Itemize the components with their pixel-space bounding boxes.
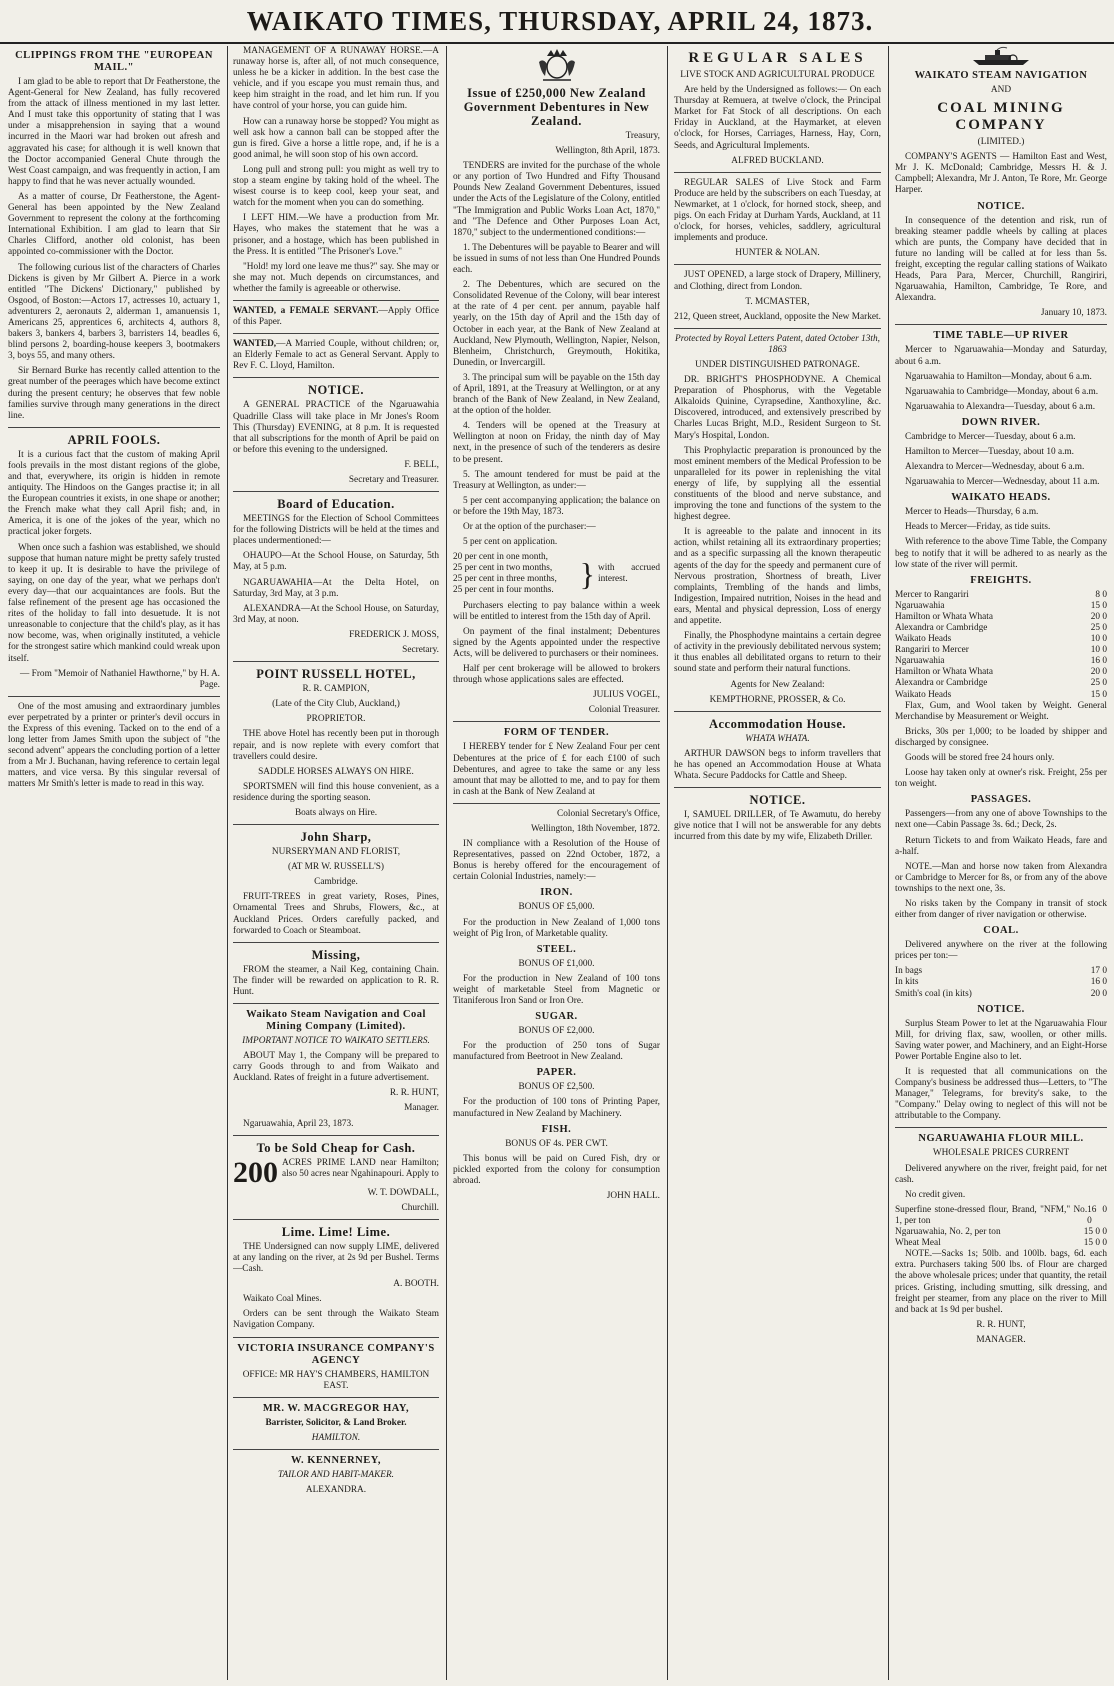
condition: On payment of the final instalment; Debentures signed by the Agents appointed under the respective Acts, will be delivered to purchasers or their nominees. xyxy=(453,626,660,659)
lime-line: Orders can be sent through the Waikato Steam Navigation Company. xyxy=(233,1309,439,1331)
timetable-row: Mercer to Heads—Thursday, 6 a.m. xyxy=(905,507,1039,518)
steam-sub: IMPORTANT NOTICE TO WAIKATO SETTLERS. xyxy=(242,1036,430,1046)
board-line: OHAUPO—At the School House, on Saturday, 5th May, at 5 p.m. xyxy=(233,551,439,573)
freight-row-price: 10 0 xyxy=(1090,634,1107,645)
passages-body: NOTE.—Man and horse now taken from Alexandra or Cambridge to Mercer for 8s, or from any of the above townships to the next one, 3s. xyxy=(895,861,1107,894)
timetable-row: Hamilton to Mercer—Tuesday, about 10 a.m. xyxy=(905,446,1074,457)
notice-body: It is requested that all communications on the Company's business be addressed thus—Letters, to "The Manager," Telegrams, for brevity's sake, to the "Company." Delay owing to neglect of this will not be attributable to the Company. xyxy=(895,1067,1107,1122)
condition: Half per cent brokerage will be allowed to brokers through whose applications sales are effected. xyxy=(453,664,660,686)
patent-body: This Prophylactic preparation is pronounced by the most eminent members of the Medical Profession to be unparalleled for its power in replenishing the vital energy of life, by supplying all the essential constituents of the blood and nerve substance, and improving the tone and functions of the system to the highest degree. xyxy=(674,445,881,523)
coal-body: Delivered anywhere on the river at the following prices per ton:— xyxy=(895,940,1107,962)
article-signature: — From "Memoir of Nathaniel Hawthorne," by H. A. Page. xyxy=(20,668,220,690)
divider xyxy=(233,1003,439,1004)
steam-heading: Waikato Steam Navigation and Coal Mining Company (Limited). xyxy=(246,1009,426,1032)
bonus-body: For the production in New Zealand of 1,000 tons weight of Pig Iron, of Marketable quality. xyxy=(453,917,660,939)
patent-heading: Protected by Royal Letters Patent, dated October 13th, 1863 xyxy=(675,333,880,355)
passages-heading: PASSAGES. xyxy=(970,794,1032,806)
bonus-amount: BONUS OF £1,000. xyxy=(518,958,595,969)
clippings-heading: CLIPPINGS FROM THE "EUROPEAN MAIL." xyxy=(15,50,213,73)
condition: 4. Tenders will be opened at the Treasury at Wellington at noon on Friday, the ninth day of May next, in the presence of such of the tenderers as desire to be present. xyxy=(453,421,660,465)
brace: } xyxy=(579,556,595,593)
freight-row-label: Mercer to Rangariri xyxy=(895,589,969,600)
ad-body: —A Married Couple, without children; or, an Elderly Female to act as General Servant. Apply to Rev F. C. Lloyd, Hamilton. xyxy=(233,339,439,372)
coal-row-label: In bags xyxy=(895,966,923,977)
divider xyxy=(674,328,881,329)
passages-body: Passengers—from any one of above Townships to the next one—Cabin Passage 3s. 6d.; Deck, 2s. xyxy=(895,809,1107,831)
freight-list xyxy=(895,590,1107,701)
just-opened-body: JUST OPENED, a large stock of Drapery, Millinery, and Clothing, direct from London. xyxy=(674,270,881,292)
passages-body: Return Tickets to and from Waikato Heads, fare and a-half. xyxy=(895,835,1107,857)
patent-body: DR. BRIGHT'S PHOSPHODYNE. A Chemical Preparation of Phosphorus, with the Vegetable Alkaloids Quinine, Cyrapsedine, Xanthoxyline, &c. Discovered, introduced, and extensively prescribed by Charles Lucas Bright, M.D., Resident Surgeon to St. Mary's Hospital, London. xyxy=(674,375,881,441)
article-paragraph: When once such a fashion was established, we should suppose that human nature might be pretty safely trusted to keep it up. It is desirable to have the privilege of saying, on one day of the year, what we perhaps don't every day—that our acquaintances are fools. But the false refinement of the present age has occasioned the rites of the holiday to fall into desuetude. It is not unreasonable to conjecture that the child's play, as it has now become, was, when originally instituted, a vehicle for the strongest satire which mankind could wreak upon itself. xyxy=(8,542,220,664)
mill-sub: WHOLESALE PRICES CURRENT xyxy=(932,1148,1070,1159)
missing-body: FROM the steamer, a Nail Keg, containing Chain. The finder will be rewarded on application to R. R. Hunt. xyxy=(233,964,439,997)
ad-body: —Apply Office of this Paper. xyxy=(233,305,439,328)
masthead xyxy=(0,0,1114,44)
divider xyxy=(233,333,439,334)
lime-body: THE Undersigned can now supply LIME, delivered at any landing on the river, at 2s 9d per Bushel. Terms—Cash. xyxy=(233,1241,439,1275)
bonus-heading: PAPER. xyxy=(536,1067,577,1079)
ad-heading: WANTED, xyxy=(233,339,277,350)
coal-row xyxy=(895,989,1107,1000)
bonus-intro: IN compliance with a Resolution of the House of Representatives, passed on 22nd October, 1872, a Bonus is hereby offered for the encouragement of certain Colonial Industries, namely:— xyxy=(453,839,660,883)
victoria-sub: OFFICE: MR HAY'S CHAMBERS, HAMILTON EAST. xyxy=(242,1369,430,1391)
mill-row-price: 15 0 0 xyxy=(1083,1227,1107,1238)
freight-note: Loose hay taken only at owner's risk. Freight, 25s per ton weight. xyxy=(895,768,1107,790)
april-fools-heading: APRIL FOOLS. xyxy=(67,432,161,447)
hotel-line: Boats always on Hire. xyxy=(294,807,378,818)
timetable-row: Ngaruawahia to Alexandra—Tuesday, about 6 a.m. xyxy=(905,401,1096,412)
instalment-block xyxy=(453,552,660,596)
divider xyxy=(895,1127,1107,1128)
divider xyxy=(674,711,881,712)
freight-row-price: 25 0 xyxy=(1090,623,1107,633)
sharp-sub: (AT MR W. RUSSELL'S) xyxy=(287,862,385,873)
bonus-amount: BONUS OF 4s. PER CWT. xyxy=(505,1138,608,1149)
instalment-note: with accrued interest. xyxy=(598,563,660,585)
bonus-body: For the production of 250 tons of Sugar manufactured from Beetroot in New Zealand. xyxy=(453,1041,660,1063)
article-paragraph: Sir Bernard Burke has recently called attention to the great number of the peerages which have become extinct during the present century; he observes that few noble families survive through many generations in the direct line. xyxy=(8,366,220,421)
freight-row-price: 15 0 xyxy=(1090,689,1107,700)
signature: ALFRED BUCKLAND. xyxy=(731,155,824,166)
notice-body: Surplus Steam Power to let at the Ngaruawahia Flour Mill, for driving flax, saw, woollen, or other mills. Saving water power, and Machinery, and an Eight-Horse Power Portable Engine also to let. xyxy=(895,1018,1107,1062)
dateline-place: Colonial Secretary's Office, xyxy=(557,808,660,819)
column-2 xyxy=(233,46,439,1676)
hotel-proprietor: PROPRIETOR. xyxy=(306,714,366,725)
freight-row xyxy=(895,656,1107,667)
hotel-line: SADDLE HORSES ALWAYS ON HIRE. xyxy=(258,766,414,777)
divider xyxy=(233,377,439,378)
bonus-body: This bonus will be paid on Cured Fish, dry or pickled exported from the colony for consumption abroad. xyxy=(453,1153,660,1186)
heads-heading: WAIKATO HEADS. xyxy=(951,492,1051,504)
freight-row-label: Ngaruawahia xyxy=(895,656,945,667)
timetable-row: Mercer to Ngaruawahia—Monday and Saturday, about 6 a.m. xyxy=(895,345,1107,367)
divider xyxy=(233,1449,439,1450)
freight-row-label: Alexandra or Cambridge xyxy=(895,623,988,633)
divider xyxy=(233,491,439,492)
sharp-sub: NURSERYMAN AND FLORIST, xyxy=(271,847,401,858)
article-paragraph: Long pull and strong pull: you might as well try to stop a steam engine by taking hold of the wheel. The wisest course is to keep cool, keep your seat, and watch for the moment when you can do something. xyxy=(233,164,439,209)
mill-note: NOTE.—Sacks 1s; 50lb. and 100lb. bags, 6d. each extra. Purchasers taking 500 lbs. of Flour are charged the above wholesale prices; under that quantity, the retail prices. Gristing, including smutting, silk dressing, and freight per steamer, from any place on the river to Mill and back at 1s 9d per bushel. xyxy=(895,1249,1107,1315)
divider xyxy=(453,721,660,722)
dateline: Ngaruawahia, April 23, 1873. xyxy=(243,1118,354,1129)
article-paragraph: The following curious list of the characters of Charles Dickens is given by Mr Gilbert A. Pierce in a work entitled "The Dickens' Dictionary," published by Osgood, of Boston:—Actors 17, actresses 10, actuary 1, adventurers 2, aeronauts 2, alderman 1, amanuensis 1, Americans 25, apprentices 6, architects 4, authors 8, bakers 3, bankers 4, barbers 3, barristers 14, beadles 6, blind persons 2, boarding-house keepers 3, bootmakers 3, boys 55, and many others. xyxy=(8,262,220,362)
dateline: Wellington, 8th April, 1873. xyxy=(555,146,660,157)
form-heading: FORM OF TENDER. xyxy=(503,727,610,739)
freight-row xyxy=(895,623,1107,634)
freight-row-price: 8 0 xyxy=(1095,589,1107,600)
kennerney-sub: TAILOR AND HABIT-MAKER. xyxy=(278,1469,394,1480)
bonus-amount: BONUS OF £5,000. xyxy=(518,902,595,913)
hotel-owner-note: (Late of the City Club, Auckland,) xyxy=(272,699,400,710)
column-rule xyxy=(227,46,228,1680)
freight-row-label: Rangariri to Mercer xyxy=(895,645,969,656)
divider xyxy=(895,324,1107,325)
patent-body: Finally, the Phosphodyne maintains a certain degree of activity in the previously debilitated nervous system; it thus enables all debilitated organs to return to their sound state and perform their natural functions. xyxy=(674,631,881,675)
missing-heading: Missing, xyxy=(311,947,361,962)
company-heading-2: COAL MINING COMPANY xyxy=(937,100,1065,134)
notice-heading: NOTICE. xyxy=(749,793,806,808)
article-paragraph: I LEFT HIM.—We have a production from Mr. Hayes, who makes the statement that he was a prisoner, and a hostage, which has been published in the Press. It is entitled "The Prisoner's Love." xyxy=(233,213,439,257)
signature: JOHN HALL. xyxy=(606,1191,660,1202)
article-paragraph: How can a runaway horse be stopped? You might as well ask how a cannon ball can be stopped after the gun is fired. Give a horse a little rope, and, if he is a good animal, he will soon stop of his own accord. xyxy=(233,116,439,160)
regular-sales-sub: LIVE STOCK AND AGRICULTURAL PRODUCE xyxy=(680,70,875,80)
down-river-heading: DOWN RIVER. xyxy=(961,416,1041,428)
company-and: AND xyxy=(990,85,1012,95)
ad-heading: WANTED, a FEMALE SERVANT. xyxy=(233,305,379,316)
signature-title: Secretary. xyxy=(402,645,439,656)
notice-body: In consequence of the detention and risk, run of breaking steamer paddle wheels by calling at places which are punts, the Company have decided that in future no landing will be called at for less than 5s. freight, excepting the regular calling stations of Waikato Heads, Para Para, Mercer, Churchill, Rangiriri, Ngaruawahia, Hamilton, Cambridge, Te Rore, and Alexandra. xyxy=(895,215,1107,304)
victoria-heading: VICTORIA INSURANCE COMPANY'S AGENCY xyxy=(237,1342,435,1366)
passages-body: No risks taken by the Company in transit of stock either from danger of river navigation or otherwise. xyxy=(895,898,1107,921)
macgregor-place: HAMILTON. xyxy=(311,1432,361,1443)
condition: Purchasers electing to pay balance within a week will be entitled to interest from the 15th day of April. xyxy=(453,600,660,622)
accommodation-sub: WHATA WHATA. xyxy=(745,733,810,744)
mill-row xyxy=(895,1227,1107,1238)
coal-row xyxy=(895,977,1107,988)
timetable-row: Ngaruawahia to Mercer—Wednesday, about 11 a.m. xyxy=(905,477,1100,488)
freight-row-price: 16 0 xyxy=(1090,656,1107,667)
column-5 xyxy=(895,46,1107,1676)
column-1 xyxy=(8,46,220,1676)
board-line: ALEXANDRA—At the School House, on Saturday, 3rd May, at noon. xyxy=(233,603,439,625)
form-body: I HEREBY tender for £ New Zealand Four per cent Debentures at the price of £ for each £100 of such Debentures, and agree to take the same or any less amount that may be allotted to me, and to pay for them in cash at the Bank of New Zealand at xyxy=(453,742,660,797)
column-3 xyxy=(453,46,660,1676)
company-limited: (LIMITED.) xyxy=(977,137,1025,148)
divider xyxy=(233,1397,439,1398)
divider xyxy=(233,1135,439,1136)
coal-row-price: 20 0 xyxy=(1090,988,1107,999)
regular-sales-body: Are held by the Undersigned as follows:— On each Thursday at Remuera, at twelve o'clock, the Principal Market for Fat Stock of all descriptions. On each Friday in Auckland, at the Haymarket, at eleven o'clock, for Horses, Carriages, Harness, Hay, Corn, Seeds, and Agricultural Implements. xyxy=(674,85,881,151)
regular-sales-body: REGULAR SALES of Live Stock and Farm Produce are held by the subscribers on each Tuesday, at Newmarket, at 1 o'clock, for horned stock, sheep, and pigs. On each Friday at Durham Yards, Auckland, at 11 o'clock, for horses, vehicles, saddlery, agricultural implements and produce. xyxy=(674,177,881,244)
royal-crest-icon xyxy=(535,48,579,82)
timetable-note: With reference to the above Time Table, the Company beg to notify that it will be adhered to as nearly as the low state of the river will permit. xyxy=(895,537,1107,570)
bonus-amount: BONUS OF £2,500. xyxy=(518,1082,595,1093)
notice-heading: NOTICE. xyxy=(977,200,1025,212)
freight-row xyxy=(895,678,1107,689)
signature-title: Secretary and Treasurer. xyxy=(348,475,439,485)
article-paragraph: MANAGEMENT OF A RUNAWAY HORSE.—A runaway horse is, after all, of not much consequence, unless he be a kicker in addition. In the best case the vehicle, and if you escape you must remain thus, and keep him straight in the road, and let him run. If you have control of your horse, you can guide him. xyxy=(233,46,439,112)
mill-row-label: Superfine stone-dressed flour, Brand, "NFM," No. 1, per ton xyxy=(895,1204,1088,1226)
freight-note: Flax, Gum, and Wool taken by Weight. General Merchandise by Measurement or Weight. xyxy=(895,700,1107,722)
board-line: NGARUAWAHIA—At the Delta Hotel, on Saturday, 3rd May, at 3 p.m. xyxy=(233,577,439,599)
freight-row xyxy=(895,667,1107,678)
instalment: 25 per cent in three months, xyxy=(453,574,557,585)
coal-row-label: Smith's coal (in kits) xyxy=(895,988,972,999)
coal-row-label: In kits xyxy=(895,977,919,988)
dateline-place: Treasury, xyxy=(625,131,660,141)
freight-row-label: Alexandra or Cambridge xyxy=(895,678,988,689)
freight-row-price: 10 0 xyxy=(1090,645,1107,656)
freight-row xyxy=(895,601,1107,612)
mill-row xyxy=(895,1205,1107,1227)
timetable-row: Cambridge to Mercer—Tuesday, about 6 a.m. xyxy=(905,431,1076,442)
sharp-sub: Cambridge. xyxy=(314,877,358,888)
macgregor-heading: MR. W. MACGREGOR HAY, xyxy=(262,1402,410,1414)
condition: 5 per cent on application. xyxy=(463,537,558,548)
column-4 xyxy=(674,46,881,1676)
accommodation-body: ARTHUR DAWSON begs to inform travellers that he has opened an Accommodation House at Whata Whata. Secure Paddocks for Cattle and Sheep. xyxy=(674,748,881,781)
timetable-row: Alexandra to Mercer—Wednesday, about 6 a.m. xyxy=(905,462,1085,473)
divider xyxy=(8,696,220,697)
sale-body: ACRES PRIME LAND near Hamilton; also 50 acres near Ngahinapouri. Apply to xyxy=(282,1157,439,1179)
notice-heading: NOTICE. xyxy=(977,1003,1025,1015)
freight-row-label: Waikato Heads xyxy=(895,689,952,700)
coal-row-price: 16 0 xyxy=(1090,977,1107,988)
company-agents: COMPANY'S AGENTS — Hamilton East and West, Mr J. K. McDonald; Cambridge, Messrs H. & J. Campbell; Alexandra, Mr J. Anton, Te Rore, Mr. George Harper. xyxy=(895,152,1107,196)
company-heading: WAIKATO STEAM NAVIGATION xyxy=(914,70,1088,81)
divider xyxy=(233,1219,439,1220)
signature: A. BOOTH. xyxy=(393,1279,439,1290)
signature: W. T. DOWDALL, xyxy=(367,1187,439,1198)
patent-sub: UNDER DISTINGUISHED PATRONAGE. xyxy=(695,359,860,370)
coal-row-price: 17 0 xyxy=(1090,966,1107,977)
mill-row-price: 15 0 0 xyxy=(1083,1238,1107,1249)
freight-row xyxy=(895,590,1107,601)
bonus-amount: BONUS OF £2,000. xyxy=(518,1026,595,1037)
freight-row-label: Hamilton or Whata Whata xyxy=(895,667,994,678)
freight-row xyxy=(895,690,1107,701)
sale-heading: To be Sold Cheap for Cash. xyxy=(256,1140,416,1155)
bonus-heading: SUGAR. xyxy=(535,1011,578,1023)
signature-title: Colonial Treasurer. xyxy=(588,705,660,716)
freight-row xyxy=(895,634,1107,645)
board-body: MEETINGS for the Election of School Committees for the following Districts will be held at the times and places undermentioned:— xyxy=(233,514,439,547)
divider xyxy=(674,787,881,788)
lime-heading: Lime. Lime! Lime. xyxy=(281,1224,391,1239)
dateline: January 10, 1873. xyxy=(1040,308,1107,319)
column-rule xyxy=(667,46,668,1680)
debenture-heading: Issue of £250,000 New Zealand Government Debentures in New Zealand. xyxy=(463,86,650,128)
regular-sales-heading: REGULAR SALES xyxy=(688,50,867,66)
agents-name: KEMPTHORNE, PROSSER, & Co. xyxy=(709,694,846,705)
article-paragraph: It is a curious fact that the custom of making April fools prevails in the most distant regions of the globe, and that, everywhere, its origin is hidden in remote antiquity. The Hindoos on the Ganges practise it; in all the European countries it exists, in one shape or another; the French make what they call April fish; and, in America, it is one of the jokes of the year, which no practical joker forgets. xyxy=(8,449,220,538)
signature: R. R. HUNT, xyxy=(389,1088,439,1099)
lime-line: Waikato Coal Mines. xyxy=(243,1294,322,1305)
mill-heading: NGARUAWAHIA FLOUR MILL. xyxy=(918,1133,1084,1145)
hotel-owner: R. R. CAMPION, xyxy=(302,684,370,695)
bonus-body: For the production in New Zealand of 100 tons weight of marketable Steel from Magnetic or Titaniferous Iron Sand or Iron Ore. xyxy=(453,973,660,1006)
hotel-heading: POINT RUSSELL HOTEL, xyxy=(256,667,416,682)
divider xyxy=(233,1337,439,1338)
freight-row xyxy=(895,645,1107,656)
timetable-row: Heads to Mercer—Friday, as tide suits. xyxy=(905,522,1051,533)
freight-row-price: 20 0 xyxy=(1090,611,1107,622)
freights-heading: FREIGHTS. xyxy=(970,574,1032,586)
instalment: 25 per cent in two months, xyxy=(453,563,553,574)
sharp-heading: John Sharp, xyxy=(300,830,372,845)
bonus-body: For the production of 100 tons of Printing Paper, manufactured in New Zealand by Machinery. xyxy=(453,1097,660,1119)
mill-row-label: Wheat Meal xyxy=(895,1238,941,1249)
kennerney-place: ALEXANDRA. xyxy=(305,1484,367,1495)
patent-body: It is agreeable to the palate and innocent in its action, whilst retaining all its extraordinary properties; and as a specific surpassing all the known therapeutic agents of the day for the speedy and permanent cure of Nervous prostration, Shortness of breath, Liver complaints, Trembling of the hands and limbs, Indigestion, Impaired nutrition, Noises in the head and ears, Mental and physical depression, Loss of energy and appetite. xyxy=(674,527,881,627)
newspaper-title: WAIKATO TIMES, THURSDAY, APRIL 24, 1873. xyxy=(246,6,874,36)
article-paragraph: "Hold! my lord one leave me thus?" say. She may or she may not. Much depends on circumstances, and whether the family is agreeable or otherwise. xyxy=(233,261,439,294)
signature: R. R. HUNT, xyxy=(976,1319,1026,1330)
mill-row xyxy=(895,1238,1107,1249)
accommodation-heading: Accommodation House. xyxy=(708,716,847,731)
board-heading: Board of Education. xyxy=(277,497,395,512)
instalment: 25 per cent in four months. xyxy=(453,585,554,596)
coal-heading: COAL. xyxy=(983,925,1019,937)
condition: 5 per cent accompanying application; the balance on or before the 19th May, 1873. xyxy=(453,495,660,517)
signature: T. MCMASTER, xyxy=(745,296,810,307)
mill-price-list xyxy=(895,1205,1107,1249)
signature: JULIUS VOGEL, xyxy=(593,690,660,701)
condition: Or at the option of the purchaser:— xyxy=(463,522,596,532)
bonus-heading: FISH. xyxy=(541,1123,572,1135)
article-paragraph: As a matter of course, Dr Featherstone, the Agent-General has been appointed by the New Zealand Government to represent the colony at the forthcoming International Exhibition. I am glad to learn that Sir Charles Clifford, another old colonist, has been appointed co-commissioner with the Doctor. xyxy=(8,191,220,258)
sale-number: 200 xyxy=(233,1155,278,1189)
signature-place: Churchill. xyxy=(401,1202,439,1213)
freight-note: Bricks, 30s per 1,000; to be loaded by shipper and discharged by consignee. xyxy=(895,726,1107,748)
mill-body: No credit given. xyxy=(905,1189,966,1200)
notice-body: A GENERAL PRACTICE of the Ngaruawahia Quadrille Class will take place in Mr Jones's Room This (Thursday) EVENING, at 8 p.m. It is requested that all subscriptions for the month of April be paid on or before this evening to the undersigned. xyxy=(233,400,439,455)
divider xyxy=(233,300,439,301)
freight-row-price: 15 0 xyxy=(1090,600,1107,611)
bonus-heading: IRON. xyxy=(540,887,573,899)
divider xyxy=(233,824,439,825)
hotel-body: THE above Hotel has recently been put in thorough repair, and is now replete with every comfort that travellers could desire. xyxy=(233,729,439,762)
divider xyxy=(453,803,660,804)
column-rule xyxy=(888,46,889,1680)
dateline: Wellington, 18th November, 1872. xyxy=(530,823,660,834)
divider xyxy=(8,427,220,428)
divider xyxy=(674,264,881,265)
sharp-body: FRUIT-TREES in great variety, Roses, Pines, Ornamental Trees and Shrubs, Flowers, &c., at Auckland Prices. Orders carefully packed, and forwarded to Coach or Steamboat. xyxy=(233,892,439,936)
condition: 3. The principal sum will be payable on the 15th day of April, 1891, at the Treasury at Wellington, or at any branch of the Bank of New Zealand, in New Zealand, at the option of the holder. xyxy=(453,372,660,417)
divider xyxy=(233,942,439,943)
timetable-row: Ngaruawahia to Hamilton—Monday, about 6 a.m. xyxy=(905,371,1092,382)
condition: 5. The amount tendered for must be paid at the Treasury at Wellington, as under:— xyxy=(453,469,660,491)
signature: F. BELL, xyxy=(404,459,439,470)
mill-row-label: Ngaruawahia, No. 2, per ton xyxy=(895,1227,1001,1238)
macgregor-sub: Barrister, Solicitor, & Land Broker. xyxy=(265,1417,407,1428)
notice-body: I, SAMUEL DRILLER, of Te Awamutu, do hereby give notice that I will not be answerable for any debts incurred from this date by my wife, Elizabeth Driller. xyxy=(674,810,881,843)
notice-heading: NOTICE. xyxy=(308,383,364,398)
bonus-heading: STEEL. xyxy=(536,943,577,955)
freight-row-label: Waikato Heads xyxy=(895,634,952,645)
steamer-icon xyxy=(971,46,1031,66)
signature: FREDERICK J. MOSS, xyxy=(349,629,439,640)
signature-title: MANAGER. xyxy=(976,1334,1026,1345)
kennerney-heading: W. KENNERNEY, xyxy=(290,1454,382,1466)
article-paragraph: One of the most amusing and extraordinary jumbles ever perpetrated by a printer or printer's devil occurs in the Express of this evening. Tacked on to the end of a long letter from James Smith upon the subject of "the second advent" appears the concluding portion of a letter from a Mr J. Buchanan, having reference to certain legal matters, and vice versa. By this singular reversal of matters Mr Smith's letter is made to read in this way. xyxy=(8,701,220,790)
mill-row-price: 16 0 0 xyxy=(1087,1204,1107,1226)
coal-row xyxy=(895,966,1107,977)
article-paragraph: I am glad to be able to report that Dr Featherstone, the Agent-General for New Zealand, has fully recovered from the attack of illness mentioned in my last letter. And I must take this opportunity of stating that I was under a misapprehension in saying that a wound incurred in the Maori war had broken out afresh and aggravated his case; for although it is well known that the Doctor accompanied General Chute through the West Coast campaign, and was frequently in action, I am happy to find that he was never actually wounded. xyxy=(8,77,220,187)
signature: HUNTER & NOLAN. xyxy=(735,248,820,259)
hotel-line: SPORTSMEN will find this house convenient, as a residence during the sporting season. xyxy=(233,781,439,803)
debenture-body: TENDERS are invited for the purchase of the whole or any portion of Two Hundred and Fifty Thousand Pounds New Zealand Government Debentures, issued under the Acts of the Legislature of the Colony, entitled "The Immigration and Public Works Loan Act, 1870," and "The Defence and Other Purposes Loan Act, 1870," subject to the undermentioned conditions:— xyxy=(453,161,660,238)
mill-body: Delivered anywhere on the river, freight paid, for net cash. xyxy=(895,1163,1107,1185)
divider xyxy=(233,661,439,662)
freight-row-price: 20 0 xyxy=(1090,667,1107,678)
agents-heading: Agents for New Zealand: xyxy=(730,679,825,690)
freight-row-label: Hamilton or Whata Whata xyxy=(895,611,994,622)
signature-address: 212, Queen street, Auckland, opposite the New Market. xyxy=(674,311,881,322)
signature-title: Manager. xyxy=(404,1103,439,1114)
instalment: 20 per cent in one month, xyxy=(453,552,549,563)
freight-row-label: Ngaruawahia xyxy=(895,600,945,611)
freight-note: Goods will be stored free 24 hours only. xyxy=(905,753,1055,764)
column-rule xyxy=(446,46,447,1680)
timetable-heading: TIME TABLE—UP RIVER xyxy=(933,330,1069,342)
divider xyxy=(674,172,881,173)
condition: 1. The Debentures will be payable to Bearer and will be issued in sums of not less than One Hundred Pounds each. xyxy=(453,242,660,276)
coal-price-list xyxy=(895,966,1107,999)
condition: 2. The Debentures, which are secured on the Consolidated Revenue of the Colony, will bear interest at the rate of 4 per cent. per annum, payable half yearly, on the 15th day of April and the 15th day of October in each year, at the Bank of New Zealand at Auckland, New Plymouth, Wellington, Napier, Nelson, Blenheim, Christchurch, Greymouth, Hokitika, Dunedin, or Invercargill. xyxy=(453,280,660,368)
timetable-row: Ngaruawahia to Cambridge—Monday, about 6 a.m. xyxy=(905,386,1099,397)
freight-row xyxy=(895,612,1107,623)
freight-row-price: 25 0 xyxy=(1090,678,1107,689)
steam-body: ABOUT May 1, the Company will be prepared to carry Goods through to and from Waikato and Auckland. Rates of freight in a future advertisement. xyxy=(233,1051,439,1084)
